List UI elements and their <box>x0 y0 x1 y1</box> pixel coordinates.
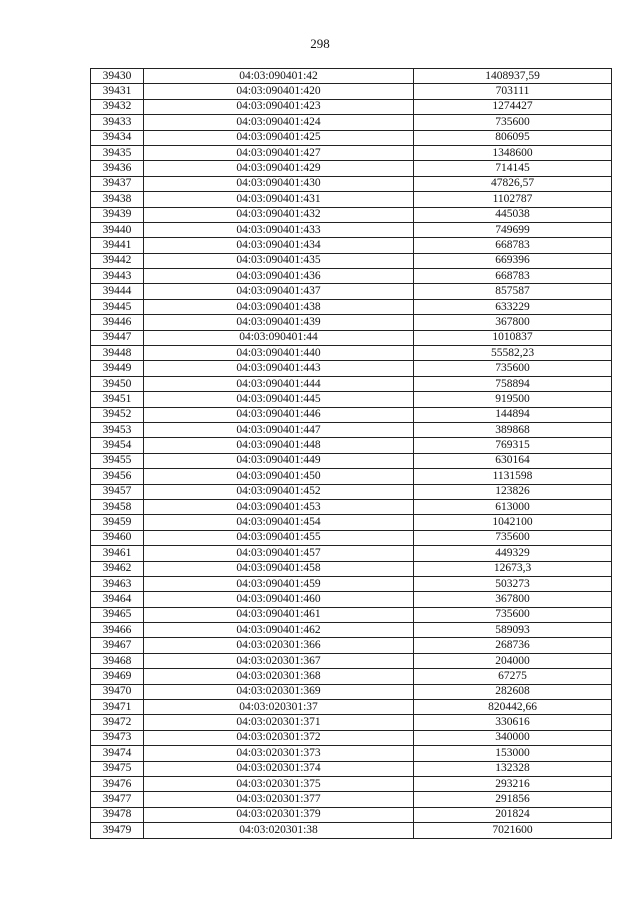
table-row <box>91 176 612 191</box>
cadastral-number-cell: 04:03:090401:445 <box>144 392 414 407</box>
table-row <box>91 161 612 176</box>
row-number-cell: 39450 <box>91 376 144 391</box>
row-number-cell: 39466 <box>91 623 144 638</box>
row-number-cell: 39459 <box>91 515 144 530</box>
value-cell: 769315 <box>414 438 612 453</box>
cadastral-number-cell: 04:03:020301:379 <box>144 807 414 822</box>
cadastral-number-cell: 04:03:090401:457 <box>144 546 414 561</box>
value-cell: 282608 <box>414 684 612 699</box>
value-cell: 144894 <box>414 407 612 422</box>
value-cell: 153000 <box>414 746 612 761</box>
table-row <box>91 669 612 684</box>
table-row <box>91 700 612 715</box>
value-cell: 857587 <box>414 284 612 299</box>
table-row <box>91 253 612 268</box>
cadastral-number-cell: 04:03:090401:42 <box>144 69 414 84</box>
table-row <box>91 238 612 253</box>
table-row <box>91 392 612 407</box>
cadastral-number-cell: 04:03:020301:375 <box>144 776 414 791</box>
value-cell: 367800 <box>414 592 612 607</box>
cadastral-number-cell: 04:03:090401:44 <box>144 330 414 345</box>
table-row <box>91 438 612 453</box>
value-cell: 669396 <box>414 253 612 268</box>
table-row <box>91 546 612 561</box>
cadastral-number-cell: 04:03:090401:440 <box>144 346 414 361</box>
row-number-cell: 39474 <box>91 746 144 761</box>
cadastral-number-cell: 04:03:020301:374 <box>144 761 414 776</box>
row-number-cell: 39440 <box>91 222 144 237</box>
table-row <box>91 592 612 607</box>
row-number-cell: 39432 <box>91 99 144 114</box>
cadastral-number-cell: 04:03:090401:438 <box>144 299 414 314</box>
cadastral-number-cell: 04:03:020301:368 <box>144 669 414 684</box>
value-cell: 67275 <box>414 669 612 684</box>
cadastral-number-cell: 04:03:090401:433 <box>144 222 414 237</box>
row-number-cell: 39431 <box>91 84 144 99</box>
cadastral-number-cell: 04:03:090401:454 <box>144 515 414 530</box>
table-row <box>91 730 612 745</box>
table-row <box>91 761 612 776</box>
row-number-cell: 39433 <box>91 115 144 130</box>
table-row <box>91 222 612 237</box>
value-cell: 445038 <box>414 207 612 222</box>
table-row <box>91 376 612 391</box>
value-cell: 749699 <box>414 222 612 237</box>
value-cell: 367800 <box>414 315 612 330</box>
cadastral-number-cell: 04:03:020301:369 <box>144 684 414 699</box>
value-cell: 204000 <box>414 653 612 668</box>
cadastral-number-cell: 04:03:090401:431 <box>144 192 414 207</box>
table-row <box>91 776 612 791</box>
table-row <box>91 207 612 222</box>
table-row <box>91 499 612 514</box>
cadastral-number-cell: 04:03:090401:444 <box>144 376 414 391</box>
row-number-cell: 39446 <box>91 315 144 330</box>
cadastral-number-cell: 04:03:090401:429 <box>144 161 414 176</box>
row-number-cell: 39439 <box>91 207 144 222</box>
table-row <box>91 269 612 284</box>
table-row <box>91 299 612 314</box>
row-number-cell: 39457 <box>91 484 144 499</box>
row-number-cell: 39441 <box>91 238 144 253</box>
row-number-cell: 39467 <box>91 638 144 653</box>
value-cell: 668783 <box>414 238 612 253</box>
table-row <box>91 515 612 530</box>
row-number-cell: 39477 <box>91 792 144 807</box>
table-row <box>91 607 612 622</box>
row-number-cell: 39465 <box>91 607 144 622</box>
cadastral-number-cell: 04:03:090401:436 <box>144 269 414 284</box>
value-cell: 630164 <box>414 453 612 468</box>
cadastral-number-cell: 04:03:020301:366 <box>144 638 414 653</box>
value-cell: 735600 <box>414 115 612 130</box>
row-number-cell: 39470 <box>91 684 144 699</box>
row-number-cell: 39447 <box>91 330 144 345</box>
value-cell: 1042100 <box>414 515 612 530</box>
value-cell: 268736 <box>414 638 612 653</box>
value-cell: 919500 <box>414 392 612 407</box>
table-row <box>91 453 612 468</box>
cadastral-number-cell: 04:03:090401:460 <box>144 592 414 607</box>
cadastral-number-cell: 04:03:090401:432 <box>144 207 414 222</box>
row-number-cell: 39472 <box>91 715 144 730</box>
cadastral-number-cell: 04:03:090401:427 <box>144 145 414 160</box>
table-row <box>91 715 612 730</box>
cadastral-number-cell: 04:03:020301:373 <box>144 746 414 761</box>
value-cell: 449329 <box>414 546 612 561</box>
table-row <box>91 792 612 807</box>
cadastral-number-cell: 04:03:090401:439 <box>144 315 414 330</box>
cadastral-number-cell: 04:03:090401:434 <box>144 238 414 253</box>
value-cell: 735600 <box>414 530 612 545</box>
cadastral-number-cell: 04:03:090401:449 <box>144 453 414 468</box>
row-number-cell: 39469 <box>91 669 144 684</box>
table-row <box>91 638 612 653</box>
table-row <box>91 330 612 345</box>
row-number-cell: 39445 <box>91 299 144 314</box>
value-cell: 668783 <box>414 269 612 284</box>
row-number-cell: 39464 <box>91 592 144 607</box>
cadastral-number-cell: 04:03:090401:462 <box>144 623 414 638</box>
table-row <box>91 284 612 299</box>
value-cell: 820442,66 <box>414 700 612 715</box>
cadastral-number-cell: 04:03:090401:435 <box>144 253 414 268</box>
row-number-cell: 39451 <box>91 392 144 407</box>
value-cell: 589093 <box>414 623 612 638</box>
row-number-cell: 39452 <box>91 407 144 422</box>
cadastral-number-cell: 04:03:090401:461 <box>144 607 414 622</box>
cadastral-number-cell: 04:03:020301:37 <box>144 700 414 715</box>
table-row <box>91 407 612 422</box>
value-cell: 1274427 <box>414 99 612 114</box>
value-cell: 132328 <box>414 761 612 776</box>
cadastral-number-cell: 04:03:020301:371 <box>144 715 414 730</box>
value-cell: 703111 <box>414 84 612 99</box>
cadastral-number-cell: 04:03:020301:377 <box>144 792 414 807</box>
value-cell: 55582,23 <box>414 346 612 361</box>
page-number: 298 <box>310 36 330 51</box>
table-row <box>91 684 612 699</box>
table-row <box>91 361 612 376</box>
value-cell: 1131598 <box>414 469 612 484</box>
value-cell: 291856 <box>414 792 612 807</box>
row-number-cell: 39456 <box>91 469 144 484</box>
row-number-cell: 39430 <box>91 69 144 84</box>
row-number-cell: 39435 <box>91 145 144 160</box>
cadastral-number-cell: 04:03:090401:425 <box>144 130 414 145</box>
cadastral-number-cell: 04:03:090401:420 <box>144 84 414 99</box>
cadastral-number-cell: 04:03:090401:423 <box>144 99 414 114</box>
table-row <box>91 561 612 576</box>
table-row <box>91 469 612 484</box>
cadastral-number-cell: 04:03:090401:448 <box>144 438 414 453</box>
cadastral-number-cell: 04:03:090401:459 <box>144 576 414 591</box>
table-row <box>91 69 612 84</box>
value-cell: 714145 <box>414 161 612 176</box>
data-table <box>90 68 612 839</box>
row-number-cell: 39448 <box>91 346 144 361</box>
row-number-cell: 39434 <box>91 130 144 145</box>
value-cell: 503273 <box>414 576 612 591</box>
table-row <box>91 115 612 130</box>
row-number-cell: 39453 <box>91 422 144 437</box>
table-row <box>91 576 612 591</box>
row-number-cell: 39438 <box>91 192 144 207</box>
cadastral-number-cell: 04:03:090401:450 <box>144 469 414 484</box>
value-cell: 123826 <box>414 484 612 499</box>
value-cell: 1408937,59 <box>414 69 612 84</box>
table-row <box>91 422 612 437</box>
cadastral-number-cell: 04:03:090401:455 <box>144 530 414 545</box>
row-number-cell: 39458 <box>91 499 144 514</box>
row-number-cell: 39436 <box>91 161 144 176</box>
table-row <box>91 145 612 160</box>
value-cell: 1348600 <box>414 145 612 160</box>
cadastral-number-cell: 04:03:020301:367 <box>144 653 414 668</box>
table-row <box>91 823 612 838</box>
row-number-cell: 39454 <box>91 438 144 453</box>
value-cell: 806095 <box>414 130 612 145</box>
table-body <box>91 69 612 839</box>
value-cell: 293216 <box>414 776 612 791</box>
table-row <box>91 807 612 822</box>
row-number-cell: 39479 <box>91 823 144 838</box>
cadastral-number-cell: 04:03:090401:430 <box>144 176 414 191</box>
row-number-cell: 39471 <box>91 700 144 715</box>
value-cell: 613000 <box>414 499 612 514</box>
value-cell: 340000 <box>414 730 612 745</box>
table-row <box>91 746 612 761</box>
cadastral-number-cell: 04:03:090401:424 <box>144 115 414 130</box>
row-number-cell: 39461 <box>91 546 144 561</box>
table-row <box>91 623 612 638</box>
row-number-cell: 39449 <box>91 361 144 376</box>
row-number-cell: 39476 <box>91 776 144 791</box>
value-cell: 1010837 <box>414 330 612 345</box>
row-number-cell: 39463 <box>91 576 144 591</box>
table-row <box>91 99 612 114</box>
row-number-cell: 39475 <box>91 761 144 776</box>
row-number-cell: 39437 <box>91 176 144 191</box>
value-cell: 735600 <box>414 361 612 376</box>
value-cell: 201824 <box>414 807 612 822</box>
cadastral-number-cell: 04:03:090401:446 <box>144 407 414 422</box>
value-cell: 735600 <box>414 607 612 622</box>
value-cell: 758894 <box>414 376 612 391</box>
cadastral-number-cell: 04:03:090401:452 <box>144 484 414 499</box>
row-number-cell: 39460 <box>91 530 144 545</box>
cadastral-number-cell: 04:03:090401:437 <box>144 284 414 299</box>
row-number-cell: 39442 <box>91 253 144 268</box>
table-row <box>91 484 612 499</box>
row-number-cell: 39468 <box>91 653 144 668</box>
value-cell: 1102787 <box>414 192 612 207</box>
cadastral-number-cell: 04:03:090401:447 <box>144 422 414 437</box>
table-row <box>91 130 612 145</box>
cadastral-number-cell: 04:03:020301:372 <box>144 730 414 745</box>
table-row <box>91 84 612 99</box>
cadastral-number-cell: 04:03:090401:458 <box>144 561 414 576</box>
value-cell: 330616 <box>414 715 612 730</box>
table-row <box>91 192 612 207</box>
value-cell: 389868 <box>414 422 612 437</box>
value-cell: 47826,57 <box>414 176 612 191</box>
cadastral-number-cell: 04:03:090401:443 <box>144 361 414 376</box>
row-number-cell: 39444 <box>91 284 144 299</box>
table-row <box>91 530 612 545</box>
table-row <box>91 346 612 361</box>
table-row <box>91 315 612 330</box>
row-number-cell: 39455 <box>91 453 144 468</box>
row-number-cell: 39462 <box>91 561 144 576</box>
row-number-cell: 39478 <box>91 807 144 822</box>
table-row <box>91 653 612 668</box>
value-cell: 12673,3 <box>414 561 612 576</box>
value-cell: 633229 <box>414 299 612 314</box>
cadastral-number-cell: 04:03:090401:453 <box>144 499 414 514</box>
value-cell: 7021600 <box>414 823 612 838</box>
cadastral-number-cell: 04:03:020301:38 <box>144 823 414 838</box>
row-number-cell: 39443 <box>91 269 144 284</box>
row-number-cell: 39473 <box>91 730 144 745</box>
